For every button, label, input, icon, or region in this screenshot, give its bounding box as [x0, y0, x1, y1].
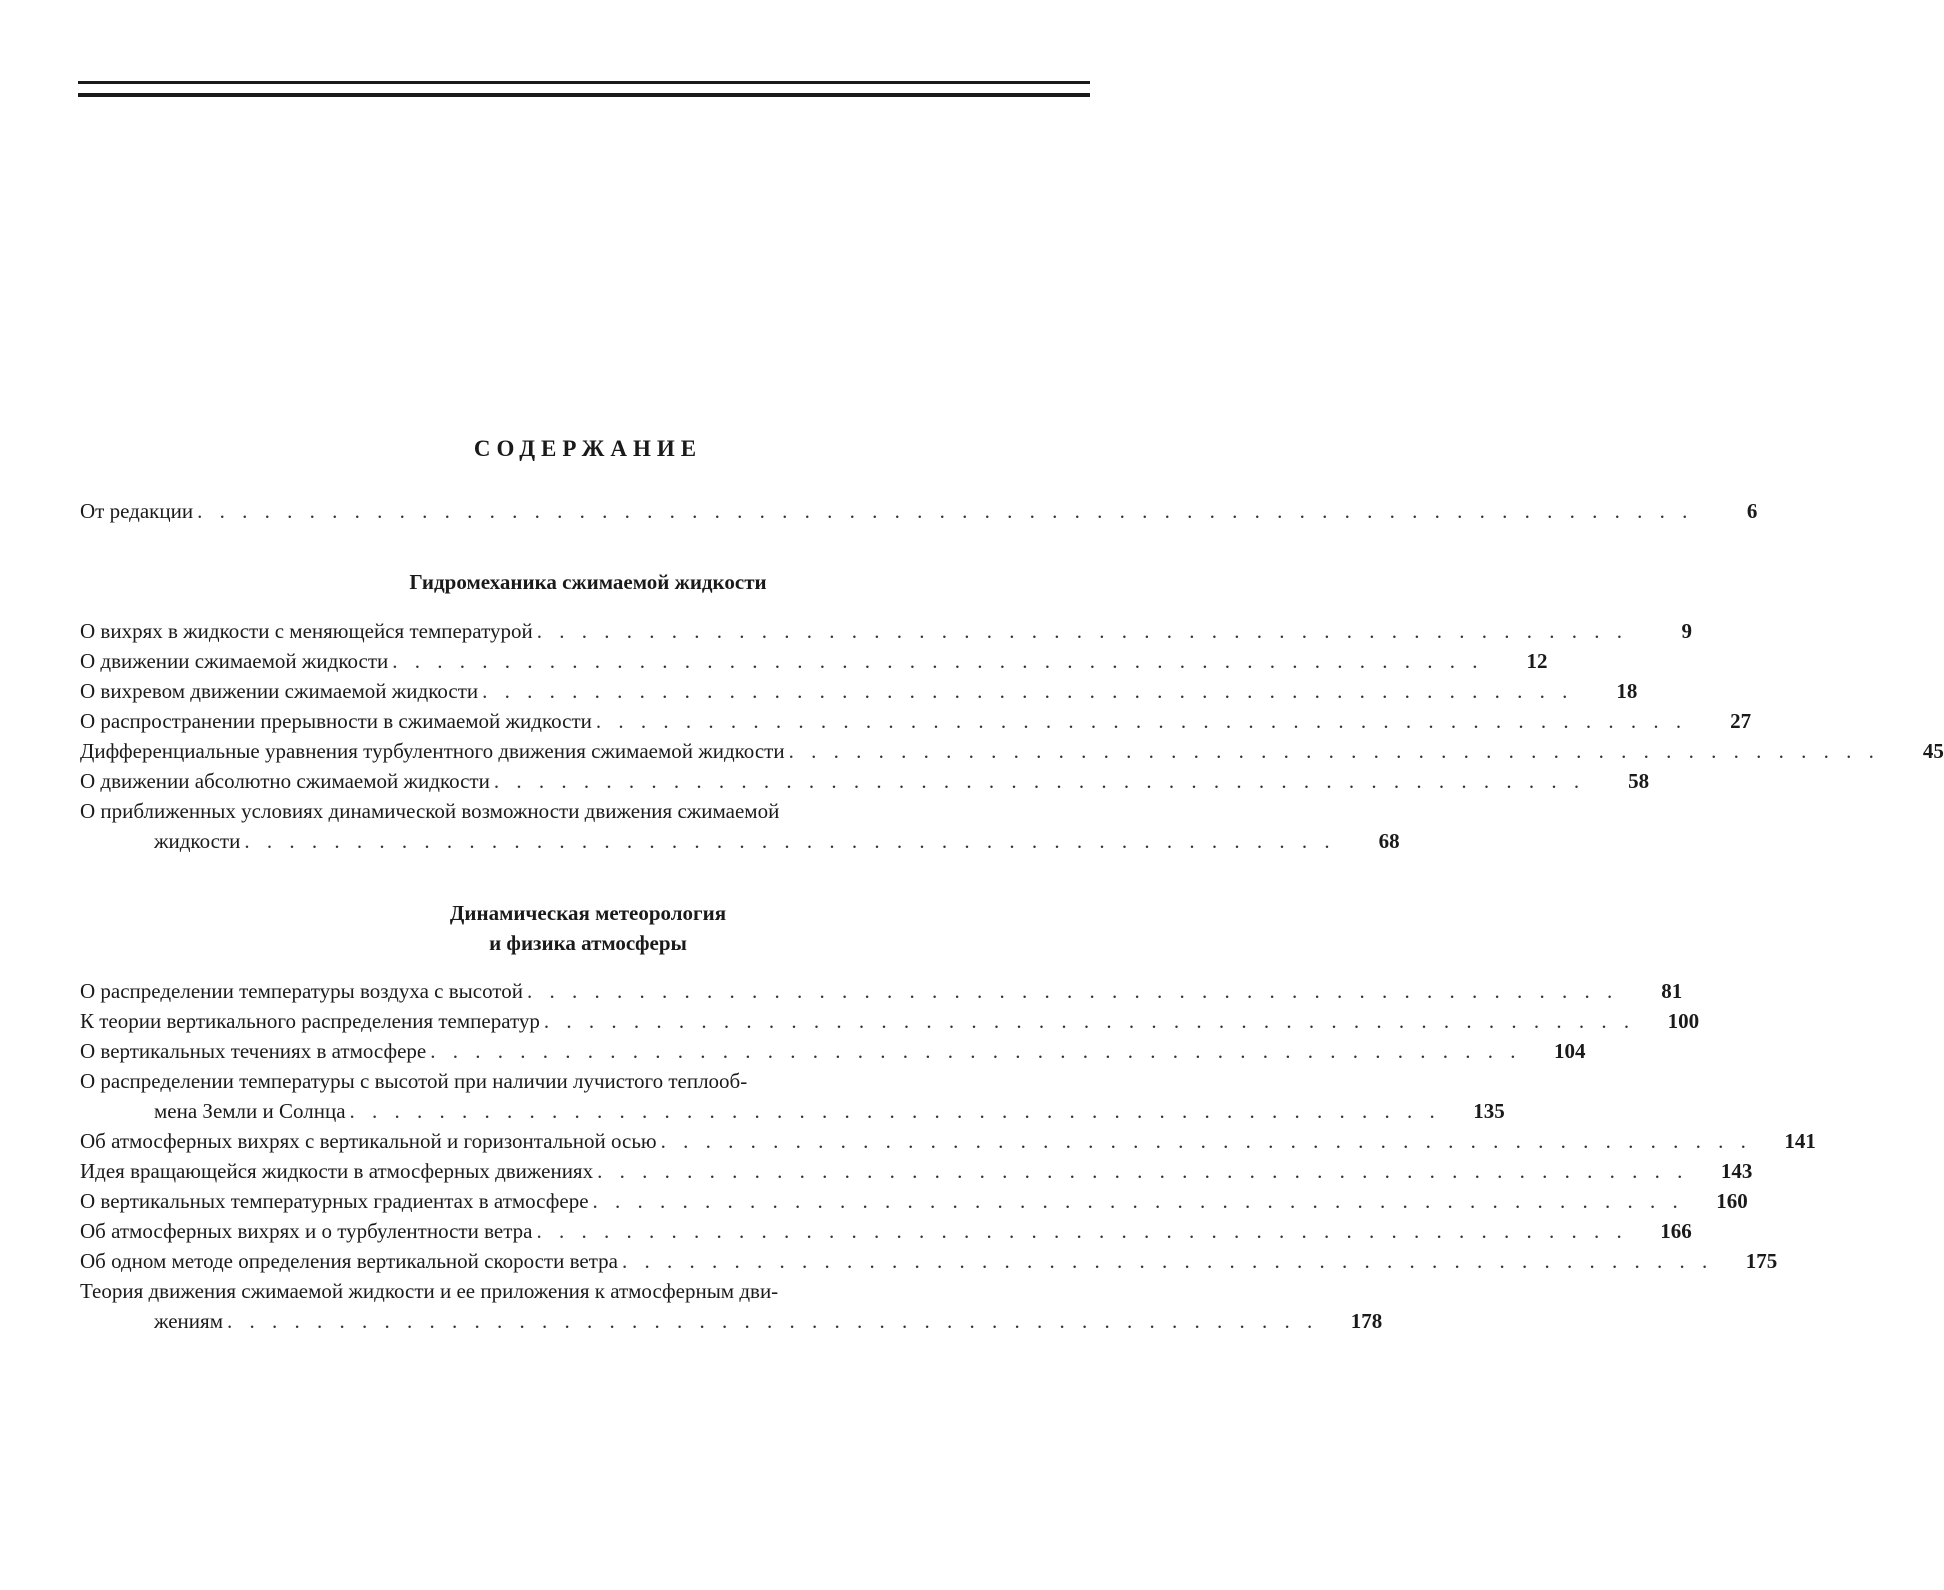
leader-dots: . . . . . . . . . . . . . . . . . . . . . . . . . . . . . . . . . . . . . . . . . . . . . . . . .: [493, 769, 1586, 793]
toc-entry[interactable]: [80, 1216, 1692, 1246]
entry-text: О вихревом движении сжимаемой жидкости: [80, 679, 479, 703]
leader-dots: . . . . . . . . . . . . . . . . . . . . . . . . . . . . . . . . . . . . . . . . . . . . . . . . .: [244, 829, 1336, 853]
page-number: 175: [1745, 1249, 1778, 1273]
entry-text: Идея вращающейся жидкости в атмосферных движениях: [80, 1159, 594, 1183]
toc-entry[interactable]: [80, 1066, 1505, 1126]
entry-text-first-line: Теория движения сжимаемой жидкости и ее приложения к атмосферным дви-: [80, 1279, 779, 1303]
leader-dots: . . . . . . . . . . . . . . . . . . . . . . . . . . . . . . . . . . . . . . . . . . . . . . . . .: [536, 619, 1628, 643]
leader-dots: . . . . . . . . . . . . . . . . . . . . . . . . . . . . . . . . . . . . . . . . . . . . . . . . .: [226, 1309, 1319, 1333]
section-title: [0, 567, 1176, 597]
top-rule-thin: [78, 81, 1090, 84]
section-title-line: Гидромеханика сжимаемой жидкости: [409, 570, 767, 594]
entry-text: жидкости: [154, 829, 241, 853]
leader-dots: . . . . . . . . . . . . . . . . . . . . . . . . . . . . . . . . . . . . . . . . . . . . . . . . .: [597, 1159, 1689, 1183]
page-number: 27: [1730, 709, 1752, 733]
section-title-line: Динамическая метеорология: [449, 901, 727, 925]
page-number: 143: [1720, 1159, 1753, 1183]
leader-dots: . . . . . . . . . . . . . . . . . . . . . . . . . . . . . . . . . . . . . . . . . . . . . . . . . . . . . . . . . . . . . . . . . . .: [197, 499, 1694, 523]
entry-text: Об одном методе определения вертикальной скорости ветра: [80, 1249, 618, 1273]
leader-dots: . . . . . . . . . . . . . . . . . . . . . . . . . . . . . . . . . . . . . . . . . . . . . . . . .: [595, 709, 1688, 733]
toc-entry[interactable]: [80, 646, 1548, 676]
entry-text: О вертикальных температурных градиентах в атмосфере: [80, 1189, 589, 1213]
page-number: 18: [1616, 679, 1638, 703]
page-number: 100: [1667, 1009, 1700, 1033]
entry-text: Об атмосферных вихрях с вертикальной и горизонтальной осью: [80, 1129, 657, 1153]
page-number: 9: [1681, 619, 1692, 643]
entry-text: От редакции: [80, 499, 194, 523]
toc-entry[interactable]: [80, 736, 1944, 766]
page-number: 141: [1784, 1129, 1816, 1153]
top-rule-thick: [78, 93, 1090, 97]
page-number: 45: [1922, 739, 1944, 763]
entry-text: О движении сжимаемой жидкости: [80, 649, 389, 673]
entry-text: Об атмосферных вихрях и о турбулентности ветра: [80, 1219, 533, 1243]
page-number: 135: [1473, 1099, 1505, 1123]
leader-dots: . . . . . . . . . . . . . . . . . . . . . . . . . . . . . . . . . . . . . . . . . . . . . . . . .: [592, 1189, 1684, 1213]
entry-text: О распространении прерывности в сжимаемой жидкости: [80, 709, 592, 733]
toc-entry[interactable]: [80, 676, 1638, 706]
entry-text: О вихрях в жидкости с меняющейся температурой: [80, 619, 533, 643]
toc-entry[interactable]: [80, 1276, 1383, 1336]
entry-text-first-line: О распределении температуры с высотой при наличии лучистого теплооб-: [80, 1069, 748, 1093]
page-number: 6: [1746, 499, 1758, 523]
page-number: 81: [1661, 979, 1683, 1003]
page-number: 68: [1378, 829, 1400, 853]
entry-text: О вертикальных течениях в атмосфере: [80, 1039, 427, 1063]
toc-entry[interactable]: [80, 1126, 1816, 1156]
page-number: 166: [1660, 1219, 1692, 1243]
toc-entry[interactable]: [80, 706, 1752, 736]
toc-entry[interactable]: [80, 976, 1683, 1006]
page-number: 58: [1628, 769, 1650, 793]
leader-dots: . . . . . . . . . . . . . . . . . . . . . . . . . . . . . . . . . . . . . . . . . . . . . . . . .: [536, 1219, 1628, 1243]
toc-entry[interactable]: [80, 1156, 1753, 1186]
page-number: 104: [1553, 1039, 1586, 1063]
entry-text: О движении абсолютно сжимаемой жидкости: [80, 769, 490, 793]
toc-entry[interactable]: [80, 1036, 1586, 1066]
toc-entry[interactable]: [80, 616, 1692, 646]
toc-entry[interactable]: [80, 766, 1650, 796]
leader-dots: . . . . . . . . . . . . . . . . . . . . . . . . . . . . . . . . . . . . . . . . . . . . . . . . .: [543, 1009, 1636, 1033]
leader-dots: . . . . . . . . . . . . . . . . . . . . . . . . . . . . . . . . . . . . . . . . . . . . . . . . .: [430, 1039, 1522, 1063]
entry-text: жениям: [154, 1309, 223, 1333]
page-number: 160: [1716, 1189, 1748, 1213]
leader-dots: . . . . . . . . . . . . . . . . . . . . . . . . . . . . . . . . . . . . . . . . . . . . . . . . .: [349, 1099, 1441, 1123]
entry-text: К теории вертикального распределения температур: [80, 1009, 540, 1033]
toc-entry[interactable]: [80, 1246, 1778, 1276]
toc-entry[interactable]: [80, 796, 1400, 856]
toc-entry-preface[interactable]: [80, 496, 1758, 526]
page-number: 178: [1350, 1309, 1383, 1333]
leader-dots: . . . . . . . . . . . . . . . . . . . . . . . . . . . . . . . . . . . . . . . . . . . . . . . . .: [621, 1249, 1714, 1273]
leader-dots: . . . . . . . . . . . . . . . . . . . . . . . . . . . . . . . . . . . . . . . . . . . . . . . . .: [392, 649, 1484, 673]
section-title-line: и физика атмосферы: [489, 931, 687, 955]
entry-text-first-line: О приближенных условиях динамической возможности движения сжимаемой: [80, 799, 780, 823]
page-number: 12: [1526, 649, 1548, 673]
leader-dots: . . . . . . . . . . . . . . . . . . . . . . . . . . . . . . . . . . . . . . . . . . . . . . . . .: [482, 679, 1574, 703]
leader-dots: . . . . . . . . . . . . . . . . . . . . . . . . . . . . . . . . . . . . . . . . . . . . . . . . .: [660, 1129, 1752, 1153]
leader-dots: . . . . . . . . . . . . . . . . . . . . . . . . . . . . . . . . . . . . . . . . . . . . . . . . .: [526, 979, 1619, 1003]
entry-text: мена Земли и Солнца: [154, 1099, 346, 1123]
entry-text: О распределении температуры воздуха с высотой: [80, 979, 523, 1003]
toc-entry[interactable]: [80, 1186, 1748, 1216]
toc-entry[interactable]: [80, 1006, 1700, 1036]
leader-dots: . . . . . . . . . . . . . . . . . . . . . . . . . . . . . . . . . . . . . . . . . . . . . . . . .: [788, 739, 1880, 763]
page-title: СОДЕРЖАНИЕ: [473, 436, 703, 461]
section-title: [0, 898, 1176, 958]
entry-text: Дифференциальные уравнения турбулентного движения сжимаемой жидкости: [80, 739, 785, 763]
